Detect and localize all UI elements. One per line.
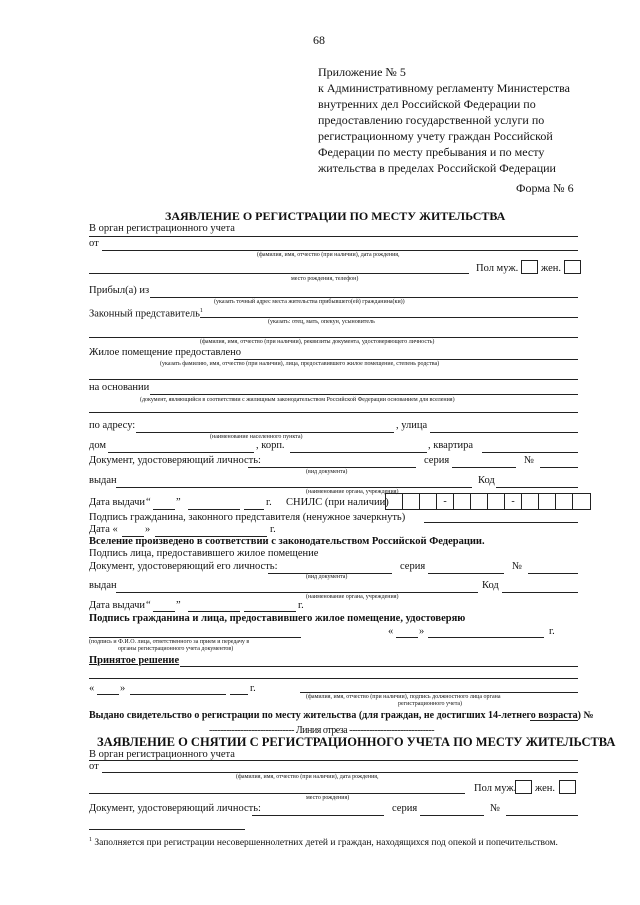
to-organ-label: В орган регистрационного учета bbox=[89, 223, 235, 234]
series-field[interactable] bbox=[452, 467, 516, 468]
birth-field-2[interactable] bbox=[89, 793, 465, 794]
snils-cells[interactable] bbox=[385, 493, 591, 510]
quote-open-2: “ bbox=[146, 600, 151, 611]
apt-label: , квартира bbox=[428, 440, 474, 451]
footnote-mark: 1 bbox=[89, 837, 92, 843]
locality-caption: (наименование населенного пункта) bbox=[210, 434, 303, 440]
issue-day-field-2[interactable] bbox=[153, 611, 175, 612]
id-doc-field-3[interactable] bbox=[252, 815, 384, 816]
year-suffix-5: г. bbox=[250, 683, 256, 694]
certify-month-field[interactable] bbox=[428, 637, 544, 638]
certificate-statement: Выдано свидетельство о регистрации по месту жительства (для граждан, не достигших 14-летнего возраста) № bbox=[89, 710, 594, 721]
organ-caption-2: (наименование органа, учреждения) bbox=[306, 594, 399, 600]
number-field-2[interactable] bbox=[528, 573, 578, 574]
fio-caption: (фамилия, имя, отчество (при наличии), дата рождения, bbox=[257, 252, 400, 258]
quote-close: ” bbox=[176, 497, 181, 508]
sex-female-label: жен. bbox=[541, 263, 562, 274]
from-field[interactable] bbox=[102, 250, 578, 251]
cut-line: ------------------------------ Линия отреза ------------------------------ bbox=[209, 725, 435, 736]
form-number: Форма № 6 bbox=[516, 181, 574, 195]
rep-caption-2: (фамилия, имя, отчество (при наличии), реквизиты документа, удостоверяющего личность) bbox=[200, 339, 435, 345]
issue-date-label-2: Дата выдачи bbox=[89, 600, 146, 611]
street-field[interactable] bbox=[430, 432, 578, 433]
snils-cell[interactable] bbox=[573, 494, 590, 509]
series-label-3: серия bbox=[392, 803, 418, 814]
issue-month-field-2[interactable] bbox=[188, 611, 240, 612]
sign-rep-label: Подпись гражданина, законного представителя (ненужное зачеркнуть) bbox=[89, 512, 406, 523]
issue-day-field[interactable] bbox=[153, 509, 175, 510]
basis-caption: (документ, являющийся в соответствии с жилищным законодательством Российской Федерации основанием для вселения) bbox=[140, 397, 455, 403]
appendix-line: жительства в пределах Российской Федерации bbox=[318, 161, 556, 175]
official-caption-2: органы регистрационного учета документов) bbox=[118, 646, 234, 652]
premises-field-2[interactable] bbox=[89, 379, 578, 380]
appendix-header bbox=[318, 64, 580, 176]
section-title-deregistration: ЗАЯВЛЕНИЕ О СНЯТИИ С РЕГИСТРАЦИОННОГО УЧЕТА ПО МЕСТУ ЖИТЕЛЬСТВА bbox=[97, 735, 616, 749]
issue-month-field[interactable] bbox=[188, 509, 240, 510]
snils-cell[interactable] bbox=[522, 494, 539, 509]
section-title-registration: ЗАЯВЛЕНИЕ О РЕГИСТРАЦИИ ПО МЕСТУ ЖИТЕЛЬСТВА bbox=[165, 209, 506, 223]
decision-day-field[interactable] bbox=[97, 694, 119, 695]
quote-right-2: » bbox=[120, 683, 126, 694]
sex-male-checkbox[interactable] bbox=[521, 260, 538, 274]
decision-field[interactable] bbox=[180, 666, 578, 667]
snils-label: СНИЛС (при наличии) bbox=[286, 497, 389, 508]
doctype-caption-2: (вид документа) bbox=[306, 574, 348, 580]
issued-field[interactable] bbox=[116, 487, 472, 488]
official-sign-field[interactable] bbox=[89, 637, 301, 638]
house-field[interactable] bbox=[108, 452, 254, 453]
rep-caption: (указать: отец, мать, опекун, усыновитель bbox=[268, 319, 375, 325]
from-label-2: от bbox=[89, 761, 99, 772]
issue-year-field[interactable] bbox=[244, 509, 264, 510]
series-label-2: серия bbox=[400, 561, 426, 572]
certify-day-field[interactable] bbox=[396, 637, 418, 638]
to-organ-field[interactable] bbox=[89, 236, 578, 237]
apt-field[interactable] bbox=[482, 452, 578, 453]
basis-field[interactable] bbox=[150, 394, 578, 395]
decision-month-field[interactable] bbox=[130, 694, 226, 695]
code-label: Код bbox=[478, 475, 495, 486]
snils-cell[interactable] bbox=[471, 494, 488, 509]
quote-open: “ bbox=[146, 497, 151, 508]
year-suffix-2: г. bbox=[270, 524, 276, 535]
premises-field[interactable] bbox=[234, 359, 578, 360]
premises-caption: (указать фамилию, имя, отчество (при наличии), лица, предоставившего жилое помещение, степень родства) bbox=[160, 361, 440, 367]
sex-female-checkbox[interactable] bbox=[564, 260, 581, 274]
house-label: дом bbox=[89, 440, 107, 451]
snils-cell: - bbox=[505, 494, 522, 509]
official-caption: (подпись и Ф.И.О. лица, ответственного за прием и передачу в bbox=[89, 639, 250, 645]
quote-left-2: « bbox=[89, 683, 95, 694]
premises-label: Жилое помещение предоставлено bbox=[89, 347, 242, 358]
birthplace-caption: место рождения, телефон) bbox=[291, 276, 359, 282]
korp-label: , корп. bbox=[256, 440, 285, 451]
year-suffix: г. bbox=[266, 497, 272, 508]
issued-label-2: выдан bbox=[89, 580, 117, 591]
footnote-separator bbox=[89, 829, 245, 830]
from-field-2[interactable] bbox=[102, 772, 578, 773]
date-label: Дата « bbox=[89, 524, 118, 535]
id-doc-field[interactable] bbox=[248, 467, 416, 468]
appendix-line: предоставлению государственной услуги по bbox=[318, 113, 545, 127]
code-field-2[interactable] bbox=[502, 592, 578, 593]
appendix-line: регистрационному учету граждан Российской bbox=[318, 129, 553, 143]
issued-field-2[interactable] bbox=[116, 592, 478, 593]
number-label: № bbox=[524, 455, 535, 466]
to-organ-field-2[interactable] bbox=[89, 760, 578, 761]
address-caption: (указать точный адрес места жительства прибывшего(ей) гражданина(ки)) bbox=[214, 299, 405, 305]
basis-label: на основании bbox=[89, 382, 150, 393]
number-label-3: № bbox=[490, 803, 501, 814]
certificate-number-field[interactable] bbox=[530, 720, 578, 721]
appendix-line: Федерации по месту пребывания и по месту bbox=[318, 145, 545, 159]
quote-close-3: ” bbox=[176, 600, 181, 611]
official-caption-3: (фамилия, имя, отчество (при наличии), подпись должностного лица органа bbox=[306, 694, 501, 700]
id-doc-label: Документ, удостоверяющий личность: bbox=[89, 455, 261, 466]
snils-cell[interactable] bbox=[386, 494, 403, 509]
snils-cell[interactable] bbox=[556, 494, 573, 509]
official-caption-4: регистрационного учета) bbox=[398, 701, 463, 707]
snils-cell[interactable] bbox=[488, 494, 505, 509]
snils-cell[interactable] bbox=[420, 494, 437, 509]
legal-rep-label: Законный представитель$^1$ bbox=[89, 308, 203, 320]
locality-field[interactable] bbox=[136, 432, 394, 433]
street-label: , улица bbox=[396, 420, 428, 431]
snils-cell[interactable] bbox=[454, 494, 471, 509]
series-label: серия bbox=[424, 455, 450, 466]
legal-rep-field-2[interactable] bbox=[89, 337, 578, 338]
code-label-2: Код bbox=[482, 580, 499, 591]
fio-caption-2: (фамилия, имя, отчество (при наличии), дата рождения, bbox=[236, 774, 379, 780]
sex-male-label-2: Пол муж. bbox=[474, 783, 517, 794]
sex-male-checkbox-2[interactable] bbox=[515, 780, 532, 794]
appendix-line: Приложение № 5 bbox=[318, 65, 406, 79]
number-field[interactable] bbox=[540, 467, 578, 468]
organ-caption: (наименование органа, учреждения) bbox=[306, 489, 399, 495]
code-field[interactable] bbox=[496, 487, 578, 488]
footnote bbox=[89, 834, 558, 849]
doctype-caption: (вид документа) bbox=[306, 469, 348, 475]
snils-cell[interactable] bbox=[539, 494, 556, 509]
move-in-statement: Вселение произведено в соответствии с законодательством Российской Федерации. bbox=[89, 536, 485, 547]
legal-rep-field[interactable] bbox=[200, 317, 578, 318]
series-field-3[interactable] bbox=[420, 815, 484, 816]
quote-close-2: » bbox=[145, 524, 151, 535]
korp-field[interactable] bbox=[290, 452, 427, 453]
sex-male-label: Пол муж. bbox=[476, 263, 519, 274]
sign-provider-label: Подпись лица, предоставившего жилое помещение bbox=[89, 548, 319, 559]
id-doc-label-2: Документ, удостоверяющий его личность: bbox=[89, 561, 278, 572]
birth-field[interactable] bbox=[89, 273, 469, 274]
decision-field-2[interactable] bbox=[89, 678, 578, 679]
number-label-2: № bbox=[512, 561, 523, 572]
from-label: от bbox=[89, 238, 99, 249]
arrived-field[interactable] bbox=[150, 297, 578, 298]
sex-female-label-2: жен. bbox=[535, 783, 556, 794]
number-field-3[interactable] bbox=[506, 815, 578, 816]
basis-field-2[interactable] bbox=[89, 412, 578, 413]
footnote-ref: 1 bbox=[199, 308, 203, 314]
page-number: 68 bbox=[313, 33, 325, 47]
appendix-line: к Административному регламенту Министерства bbox=[318, 81, 570, 95]
issue-date-label: Дата выдачи bbox=[89, 497, 146, 508]
issue-year-field-2[interactable] bbox=[244, 611, 296, 612]
sex-female-checkbox-2[interactable] bbox=[559, 780, 576, 794]
snils-cell[interactable] bbox=[403, 494, 420, 509]
at-address-label: по адресу: bbox=[89, 420, 136, 431]
footnote-text: Заполняется при регистрации несовершеннолетних детей и граждан, находящихся под опекой и попечительством. bbox=[94, 838, 558, 849]
sign-rep-field[interactable] bbox=[424, 522, 578, 523]
quote-right: » bbox=[419, 626, 425, 637]
birthplace-caption-2: место рождения) bbox=[306, 795, 350, 801]
decision-label: Принятое решение bbox=[89, 655, 180, 666]
quote-left: « bbox=[388, 626, 394, 637]
issued-label: выдан bbox=[89, 475, 117, 486]
year-suffix-3: г. bbox=[298, 600, 304, 611]
snils-cell: - bbox=[437, 494, 454, 509]
arrived-label: Прибыл(а) из bbox=[89, 285, 150, 296]
year-suffix-4: г. bbox=[549, 626, 555, 637]
official-fio-field[interactable] bbox=[300, 692, 578, 693]
appendix-line: внутренних дел Российской Федерации по bbox=[318, 97, 536, 111]
sign-both-statement: Подпись гражданина и лица, предоставившего жилое помещение, удостоверяю bbox=[89, 613, 466, 624]
series-field-2[interactable] bbox=[428, 573, 504, 574]
to-organ-label-2: В орган регистрационного учета bbox=[89, 749, 235, 760]
id-doc-label-3: Документ, удостоверяющий личность: bbox=[89, 803, 261, 814]
decision-year-field[interactable] bbox=[230, 694, 248, 695]
